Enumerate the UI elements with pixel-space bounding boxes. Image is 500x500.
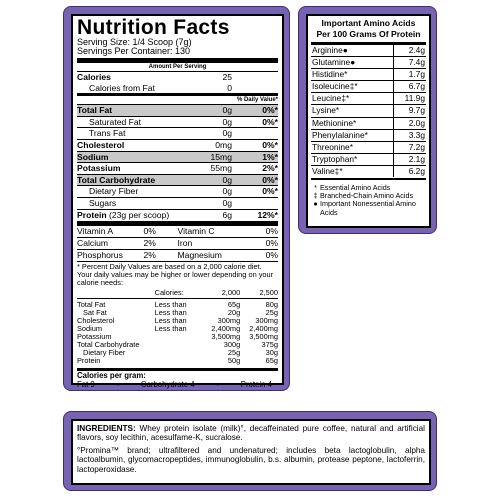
- amino-value: 2.1g: [408, 153, 425, 164]
- calories-row: [77, 71, 278, 83]
- nutrient-label: Total Fat: [77, 105, 113, 116]
- amino-name: Phenylalanine*: [311, 130, 394, 141]
- legend-item: [311, 200, 426, 216]
- amount-per-serving-label: Amount Per Serving: [148, 64, 207, 70]
- legend-symbol: *: [314, 183, 317, 193]
- legend-symbol: ●: [313, 199, 318, 209]
- amino-name: Lysine*: [311, 105, 394, 116]
- nutrient-label: Sodium: [77, 151, 109, 162]
- dv-table-label: Protein: [77, 355, 101, 365]
- amino-name: Leucine‡*: [311, 93, 394, 104]
- nutrient-label: Dietary Fiber: [89, 186, 139, 197]
- dv-table-label: Sat Fat: [83, 308, 107, 318]
- nutrient-row: [77, 151, 278, 163]
- nutrient-amount: 0g: [222, 105, 232, 116]
- vitamin-value: 2%: [143, 249, 156, 260]
- ingredients-text: [77, 424, 425, 443]
- amino-name: Isoleucine‡*: [311, 81, 394, 92]
- dv-table-2000: 25g: [227, 347, 241, 357]
- ingredients-frame: [63, 411, 437, 491]
- daily-value-table-row: [77, 349, 278, 357]
- dv-table-2500: 30g: [265, 347, 278, 357]
- dv-table-cmp: Less than: [154, 308, 187, 318]
- amino-name: Arginine●: [311, 45, 394, 56]
- amino-value: 1.7g: [408, 69, 425, 80]
- nutrient-label: Potassium: [77, 163, 121, 174]
- daily-value-table-header: [77, 289, 278, 299]
- dv-table-label: Cholesterol: [77, 316, 115, 326]
- dv-table-cmp: Less than: [154, 316, 187, 326]
- amino-title-line2: Per 100 Grams Of Protein: [316, 28, 421, 39]
- nutrient-amount: 0g: [222, 116, 232, 127]
- dv-table-2500: 25g: [265, 308, 278, 318]
- amino-name: Tryptophan*: [311, 154, 394, 165]
- dv-table-2000: 300g: [223, 339, 241, 349]
- cpg-bullet: •: [216, 379, 220, 389]
- calories-from-fat-value: 0: [227, 82, 232, 93]
- amino-row: [311, 154, 426, 166]
- amino-title-line1: Important Amino Acids: [321, 18, 416, 28]
- nutrient-label: Cholesterol: [77, 139, 125, 150]
- amino-row: [311, 166, 426, 177]
- dv-table-cmp: [155, 357, 203, 365]
- vitamin-name: Vitamin C: [177, 226, 215, 237]
- amino-acids-panel: [306, 14, 431, 228]
- nutrient-row-protein: [77, 209, 278, 221]
- dv-table-2500: 375g: [261, 339, 278, 349]
- amino-value: 2.0g: [408, 117, 425, 128]
- nutrient-row: [77, 174, 278, 186]
- vitamin-value: 0%: [265, 226, 278, 237]
- dv-table-2500: 2,400mg: [249, 324, 278, 334]
- nutrient-amount: 6g: [222, 209, 232, 220]
- nutrient-dv: 12%*: [257, 209, 278, 220]
- nutrient-dv: [232, 198, 278, 209]
- ingredients-list: Whey protein isolate (milk)°, decaffeinated pure coffee, natural and artificial flavors, soy lecithin, acesulfame-K, sucralose.: [77, 424, 425, 443]
- dv-table-2500: 80g: [265, 300, 278, 310]
- vitamin-name: Magnesium: [177, 249, 222, 260]
- amino-value: 3.3g: [408, 129, 425, 140]
- nutrient-row: [77, 116, 278, 128]
- amino-acids-frame: [298, 6, 437, 234]
- dv-table-2000: 20g: [227, 308, 241, 318]
- legend-text: Essential Amino Acids: [320, 183, 391, 193]
- ingredients-panel: [71, 419, 431, 485]
- amino-name: Valine‡*: [311, 166, 394, 177]
- amino-acids-title: [311, 18, 426, 45]
- dv-table-cmp: [155, 349, 203, 357]
- nutrition-facts-frame: [63, 6, 290, 391]
- cpg-fat: Fat 9: [77, 379, 95, 389]
- cpg-carbohydrate: Carbohydrate 4: [140, 379, 195, 389]
- amino-value: 7.2g: [408, 141, 425, 152]
- calories-2000-header: 2,000: [221, 288, 241, 298]
- nutrient-amount: 15mg: [210, 151, 232, 162]
- dv-table-2500: 3,500mg: [249, 331, 278, 341]
- legend-text: Important Nonessential Amino Acids: [320, 199, 416, 217]
- nutrient-dv: 0%*: [262, 139, 278, 150]
- vitamin-name: Calcium: [77, 237, 109, 248]
- legend-symbol: ‡: [313, 191, 318, 201]
- nutrient-label: Saturated Fat: [89, 116, 142, 127]
- calories-header-label: Calories:: [154, 288, 184, 298]
- dv-table-cmp: [155, 341, 203, 349]
- dv-table-2000: 65g: [227, 300, 241, 310]
- amino-row: [311, 130, 426, 142]
- nutrient-amount: 0g: [222, 186, 232, 197]
- dv-table-2000: 50g: [227, 355, 241, 365]
- dv-table-cmp: Less than: [154, 300, 187, 310]
- nutrient-row: [77, 162, 278, 174]
- nutrient-row: [77, 139, 278, 151]
- vitamin-row: [77, 237, 278, 249]
- dv-table-2000: 300mg: [217, 316, 241, 326]
- amino-value: 6.2g: [408, 165, 425, 176]
- serving-size: Serving Size: 1/4 Scoop (7g): [77, 37, 192, 47]
- vitamin-name: Iron: [177, 237, 193, 248]
- servings-per-container: Servings Per Container: 130: [77, 46, 191, 56]
- dv-table-label: Dietary Fiber: [83, 347, 126, 357]
- vitamin-value: 0%: [265, 237, 278, 248]
- dv-table-label: Total Fat: [77, 300, 106, 310]
- nutrition-facts-panel: [71, 14, 284, 389]
- daily-value-table: [77, 289, 278, 364]
- amino-name: Glutamine●: [311, 57, 394, 68]
- dv-table-label: Sodium: [77, 324, 103, 334]
- ingredients-footnote: °Promina™ brand; ultrafiltered and undenatured; includes beta lactoglobulin, alpha lactoalbumin, glycomacropeptides, immunoglobulin, b.s. albumin, protease peptone, lactoferrin, lactoperoxidase.: [77, 445, 425, 474]
- dv-table-2500: 65g: [265, 355, 278, 365]
- nutrient-row: [77, 104, 278, 116]
- amino-value: 9.7g: [408, 105, 425, 116]
- calories-2500-header: 2,500: [259, 288, 278, 298]
- legend-text: Branched-Chain Amino Acids: [320, 191, 414, 201]
- nutrient-label: Sugars: [89, 197, 117, 208]
- ingredients-label: INGREDIENTS:: [77, 424, 136, 433]
- nutrient-dv: 0%*: [262, 116, 278, 127]
- calories-per-gram-row: [77, 380, 278, 389]
- nutrient-row: [77, 185, 278, 197]
- amino-value: 2.4g: [408, 45, 425, 55]
- nutrient-dv: 0%*: [262, 105, 278, 116]
- nutrient-dv: [232, 128, 278, 139]
- nutrient-amount: 0mg: [215, 139, 232, 150]
- calories-per-gram-title: Calories per gram:: [77, 370, 146, 380]
- amino-row: [311, 105, 426, 117]
- amino-row: [311, 69, 426, 81]
- amino-row: [311, 142, 426, 154]
- vitamin-value: 0%: [265, 249, 278, 260]
- nutrient-dv: 1%*: [262, 151, 278, 162]
- nutrient-label: Total Carbohydrate: [77, 174, 156, 185]
- amino-name: Histidine*: [311, 69, 394, 80]
- amino-row: [311, 81, 426, 93]
- amino-row: [311, 57, 426, 69]
- vitamin-name: Phosphorus: [77, 249, 123, 260]
- nutrient-label: Protein: [77, 209, 107, 220]
- amino-value: 11.9g: [404, 93, 425, 104]
- amino-row: [311, 45, 426, 57]
- nutrient-amount: 55mg: [210, 163, 232, 174]
- nutrient-dv: 0%*: [262, 186, 278, 197]
- nutrient-label-group: [77, 210, 186, 221]
- daily-value-header: % Daily Value*: [236, 97, 278, 104]
- nutrient-row: [77, 127, 278, 139]
- dv-table-2500: 300mg: [255, 316, 278, 326]
- amino-name: Threonine*: [311, 142, 394, 153]
- daily-value-footnote: * Percent Daily Values are based on a 2,000 calorie diet. Your daily values may be higher or lower depending on your calorie needs:: [77, 261, 274, 288]
- nutrient-amount: 0g: [222, 174, 232, 185]
- vitamin-value: 0%: [143, 226, 156, 237]
- amino-value: 6.7g: [408, 81, 425, 92]
- daily-value-table-row: [77, 357, 278, 365]
- nutrition-facts-title: Nutrition Facts: [77, 16, 230, 39]
- calories-from-fat-label: Calories from Fat: [89, 82, 155, 93]
- vitamin-row: [77, 249, 278, 261]
- vitamin-name: Vitamin A: [77, 226, 114, 237]
- dv-table-label: Total Carbohydrate: [77, 339, 140, 349]
- protein-per-scoop: (23g per scoop): [109, 209, 170, 220]
- amino-legend: [311, 178, 426, 217]
- nutrient-amount: 0g: [222, 128, 232, 139]
- dv-table-2000: 2,400mg: [211, 324, 241, 334]
- calories-label: Calories: [77, 72, 111, 82]
- calories-from-fat-row: [77, 83, 278, 94]
- amino-value: 7.4g: [408, 57, 425, 68]
- dv-table-cmp: [155, 333, 203, 341]
- dv-table-2000: 3,500mg: [211, 331, 241, 341]
- nutrient-dv: 2%*: [262, 163, 278, 174]
- dv-table-label: Potassium: [77, 331, 112, 341]
- vitamin-row: [77, 226, 278, 237]
- nutrient-dv: 0%*: [262, 174, 278, 185]
- nutrient-label: Trans Fat: [89, 128, 126, 139]
- nutrient-row: [77, 197, 278, 209]
- nutrient-amount: 0g: [222, 197, 232, 208]
- amino-row: [311, 118, 426, 130]
- dv-table-cmp: Less than: [154, 324, 187, 334]
- amino-row: [311, 93, 426, 105]
- amino-name: Methionine*: [311, 118, 394, 129]
- cpg-bullet: •: [116, 379, 120, 389]
- cpg-protein: Protein 4: [240, 379, 272, 389]
- calories-value: 25: [222, 72, 232, 82]
- vitamin-value: 2%: [143, 237, 156, 248]
